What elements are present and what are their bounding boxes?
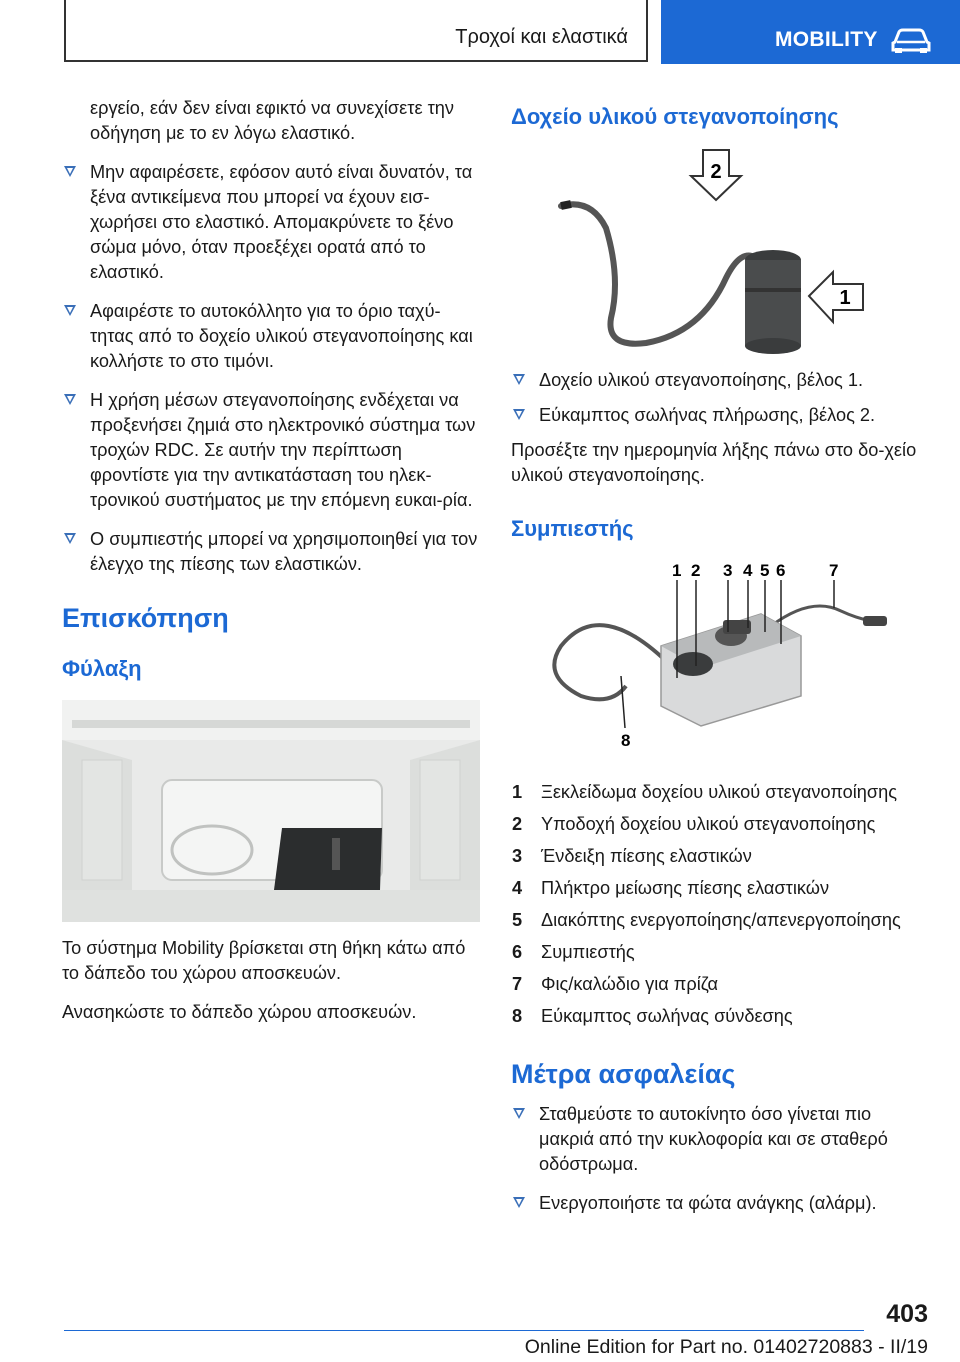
- triangle-bullet-icon: [513, 1197, 525, 1208]
- footer-divider: [64, 1330, 864, 1331]
- sealant-container-figure: [511, 148, 911, 358]
- sealant-arrow-2-label: 2: [710, 161, 722, 183]
- legend-item: 6 Συμπιεστής: [512, 942, 635, 962]
- triangle-bullet-icon: [64, 166, 76, 177]
- storage-text: Το σύστημα Mobility βρίσκεται στη θήκη κάτω από το δάπεδο του χώρου αποσκευών.: [62, 938, 466, 983]
- section-title: Τροχοί και ελαστικά: [455, 26, 628, 48]
- callout-label: 7: [829, 561, 839, 580]
- trunk-storage-image: [62, 700, 480, 922]
- list-item: Δοχείο υλικού στεγανοποίησης, βέλος 1.: [511, 368, 931, 393]
- callout-label: 5: [760, 561, 770, 580]
- list-item: Ο συμπιεστής μπορεί να χρησιμοποιηθεί για τον έλεγχο της πίεσης των ελαστικών.: [62, 527, 482, 577]
- storage-heading: Φύλαξη: [62, 656, 142, 681]
- expiry-note: Προσέξτε την ημερομηνία λήξης πάνω στο δο‐χείο υλικού στεγανοποίησης.: [511, 440, 917, 485]
- list-item: Η χρήση μέσων στεγανοποίησης ενδέχεται να προξενήσει ζημιά στο ηλεκτρονικό σύστημα των τροχών RDC. Σε αυτήν την περίπτωση φροντίστε για την αντικατάσταση του ηλεκ‐τρονικού συστήματος με την επόμενη ευκαι‐ρία.: [62, 388, 482, 513]
- legend-item: 2 Υποδοχή δοχείου υλικού στεγανοποίησης: [512, 814, 876, 834]
- compressor-figure: [511, 556, 911, 766]
- lift-floor-text: Ανασηκώστε το δάπεδο χώρου αποσκευών.: [62, 1002, 417, 1022]
- legend-item: 1 Ξεκλείδωμα δοχείου υλικού στεγανοποίησης: [512, 782, 898, 802]
- triangle-bullet-icon: [64, 305, 76, 316]
- sealant-arrow-1-label: 1: [839, 287, 851, 309]
- callout-label: 1: [672, 561, 682, 580]
- triangle-bullet-icon: [513, 409, 525, 420]
- chapter-tab[interactable]: [661, 0, 960, 64]
- header-section-box: [64, 0, 648, 62]
- sealant-heading: Δοχείο υλικού στεγανοποίησης: [511, 104, 839, 129]
- list-item: Σταθμεύστε το αυτοκίνητο όσο γίνεται πιο μακριά από την κυκλοφορία και σε σταθερό οδόστρωμα.: [511, 1102, 931, 1177]
- car-icon: [889, 26, 933, 54]
- overview-heading: Επισκόπηση: [62, 603, 229, 633]
- chapter-tab-label: MOBILITY: [775, 28, 878, 51]
- list-item: Εύκαμπτος σωλήνας πλήρωσης, βέλος 2.: [511, 403, 931, 428]
- legend-item: 3 Ένδειξη πίεσης ελαστικών: [512, 846, 752, 866]
- legend-item: 4 Πλήκτρο μείωσης πίεσης ελαστικών: [512, 878, 830, 898]
- callout-label: 8: [621, 731, 631, 750]
- page-number: 403: [886, 1300, 928, 1328]
- callout-label: 6: [776, 561, 786, 580]
- right-column: [511, 96, 931, 1230]
- triangle-bullet-icon: [64, 533, 76, 544]
- safety-heading: Μέτρα ασφαλείας: [511, 1059, 736, 1089]
- list-item: Ενεργοποιήστε τα φώτα ανάγκης (αλάρμ).: [511, 1191, 931, 1216]
- triangle-bullet-icon: [513, 374, 525, 385]
- legend-item: 5 Διακόπτης ενεργοποίησης/απενεργοποίησης: [512, 910, 901, 930]
- left-column: [62, 96, 482, 1039]
- triangle-bullet-icon: [64, 394, 76, 405]
- callout-label: 4: [743, 561, 753, 580]
- callout-label: 2: [691, 561, 701, 580]
- legend-item: 7 Φις/καλώδιο για πρίζα: [512, 974, 719, 994]
- compressor-heading: Συμπιεστής: [511, 516, 634, 541]
- footer-edition: Online Edition for Part no. 01402720883 - II/19: [524, 1336, 928, 1358]
- intro-text: εργείο, εάν δεν είναι εφικτό να συνεχίσετε την οδήγηση με το εν λόγω ελαστικό.: [90, 98, 454, 143]
- triangle-bullet-icon: [513, 1108, 525, 1119]
- list-item: Αφαιρέστε το αυτοκόλλητο για το όριο ταχύ‐τητας από το δοχείο υλικού στεγανοποίησης και κολλήστε το στο τιμόνι.: [62, 299, 482, 374]
- callout-label: 3: [723, 561, 733, 580]
- list-item: Μην αφαιρέσετε, εφόσον αυτό είναι δυνατόν, τα ξένα αντικείμενα που μπορεί να έχουν εισ‐χωρήσει στο ελαστικό. Απομακρύνετε το ξένο σώμα μόνο, όταν προεξέχει ορατά από το ελαστικό.: [62, 160, 482, 285]
- legend-item: 8 Εύκαμπτος σωλήνας σύνδεσης: [512, 1006, 793, 1026]
